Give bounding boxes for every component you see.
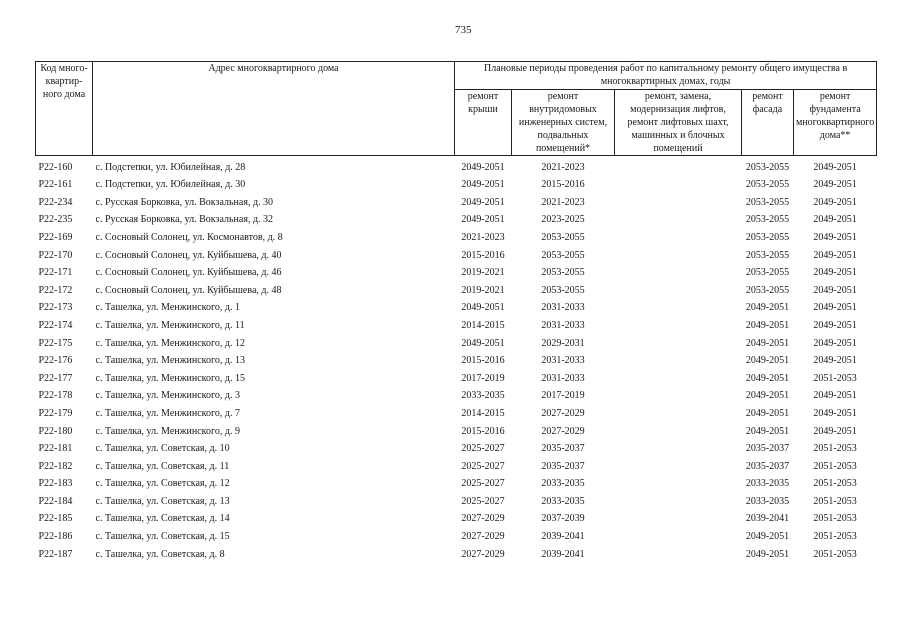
cell-elevators: [615, 226, 742, 244]
cell-foundation: 2051-2053: [813, 478, 857, 490]
cell-address: с. Ташелка, ул. Менжинского, д. 11: [95, 319, 245, 331]
cell-internal-systems: 2037-2039: [541, 513, 585, 525]
cell-roof: 2049-2051: [461, 196, 505, 208]
table-row: [36, 508, 877, 526]
page-number: 735: [455, 24, 472, 36]
header-periods-group: Плановые периоды проведения работ по капитальному ремонту общего имущества в многоквартирных домах, годы: [455, 62, 877, 90]
table-row: [36, 297, 877, 315]
cell-code: Р22-173: [38, 302, 73, 314]
cell-address: с. Русская Борковка, ул. Вокзальная, д. 32: [95, 214, 274, 226]
cell-elevators: [615, 191, 742, 209]
cell-facade: 2033-2035: [745, 495, 790, 507]
capital-repair-schedule-table: [35, 61, 877, 561]
cell-elevators: [615, 297, 742, 315]
cell-facade: 2049-2051: [745, 407, 790, 419]
cell-facade: 2049-2051: [745, 355, 790, 367]
cell-code: Р22-235: [38, 214, 73, 226]
cell-elevators: [615, 402, 742, 420]
cell-internal-systems: 2031-2033: [541, 372, 585, 384]
table-body: [36, 156, 877, 561]
cell-elevators: [615, 367, 742, 385]
cell-facade: 2039-2041: [745, 513, 790, 525]
cell-facade: 2053-2055: [745, 161, 790, 173]
cell-elevators: [615, 244, 742, 262]
cell-foundation: 2049-2051: [813, 390, 857, 402]
cell-roof: 2014-2015: [461, 319, 505, 331]
cell-address: с. Ташелка, ул. Советская, д. 10: [95, 443, 230, 455]
cell-code: Р22-170: [38, 249, 73, 261]
cell-foundation: 2051-2053: [813, 513, 857, 525]
cell-elevators: [615, 473, 742, 491]
cell-roof: 2049-2051: [461, 161, 505, 173]
cell-facade: 2049-2051: [745, 390, 790, 402]
cell-address: с. Сосновый Солонец, ул. Куйбышева, д. 40: [95, 249, 282, 261]
cell-code: Р22-179: [38, 407, 73, 419]
cell-elevators: [615, 525, 742, 543]
cell-roof: 2025-2027: [461, 478, 505, 490]
cell-internal-systems: 2031-2033: [541, 302, 585, 314]
cell-internal-systems: 2039-2041: [541, 531, 585, 543]
cell-address: с. Ташелка, ул. Советская, д. 13: [95, 495, 230, 507]
cell-elevators: [615, 543, 742, 561]
table-row: [36, 156, 877, 174]
cell-roof: 2015-2016: [461, 355, 505, 367]
cell-facade: 2053-2055: [745, 267, 790, 279]
cell-facade: 2035-2037: [745, 460, 790, 472]
cell-foundation: 2049-2051: [813, 196, 857, 208]
cell-address: с. Ташелка, ул. Менжинского, д. 1: [95, 302, 240, 314]
cell-code: Р22-180: [38, 425, 73, 437]
cell-code: Р22-171: [38, 267, 73, 279]
header-facade: ремонт фасада: [742, 90, 794, 156]
cell-roof: 2049-2051: [461, 302, 505, 314]
cell-elevators: [615, 174, 742, 192]
cell-facade: 2049-2051: [745, 319, 790, 331]
header-elevators: ремонт, замена, модернизация лифтов, ремонт лифтовых шахт, машинных и блочных помещений: [615, 90, 742, 156]
cell-address: с. Ташелка, ул. Менжинского, д. 3: [95, 390, 240, 402]
cell-address: с. Ташелка, ул. Менжинского, д. 9: [95, 425, 240, 437]
cell-foundation: 2051-2053: [813, 443, 857, 455]
table-row: [36, 525, 877, 543]
cell-internal-systems: 2023-2025: [541, 214, 585, 226]
cell-address: с. Ташелка, ул. Советская, д. 15: [95, 531, 230, 543]
cell-elevators: [615, 455, 742, 473]
cell-foundation: 2051-2053: [813, 460, 857, 472]
cell-elevators: [615, 490, 742, 508]
cell-elevators: [615, 508, 742, 526]
cell-foundation: 2049-2051: [813, 161, 857, 173]
cell-roof: 2033-2035: [461, 390, 505, 402]
cell-elevators: [615, 332, 742, 350]
cell-facade: 2049-2051: [745, 302, 790, 314]
cell-address: с. Ташелка, ул. Советская, д. 8: [95, 548, 225, 560]
cell-elevators: [615, 279, 742, 297]
cell-code: Р22-181: [38, 443, 73, 455]
cell-roof: 2027-2029: [461, 548, 505, 560]
cell-roof: 2015-2016: [461, 425, 505, 437]
cell-internal-systems: 2017-2019: [541, 390, 585, 402]
cell-facade: 2053-2055: [745, 231, 790, 243]
cell-address: с. Сосновый Солонец, ул. Куйбышева, д. 48: [95, 284, 282, 296]
cell-foundation: 2049-2051: [813, 249, 857, 261]
table-row: [36, 262, 877, 280]
cell-code: Р22-176: [38, 355, 73, 367]
cell-address: с. Подстепки, ул. Юбилейная, д. 28: [95, 161, 246, 173]
cell-code: Р22-185: [38, 513, 73, 525]
cell-code: Р22-169: [38, 231, 73, 243]
cell-roof: 2014-2015: [461, 407, 505, 419]
cell-elevators: [615, 385, 742, 403]
table-row: [36, 367, 877, 385]
cell-elevators: [615, 350, 742, 368]
cell-roof: 2017-2019: [461, 372, 505, 384]
cell-internal-systems: 2053-2055: [541, 284, 585, 296]
cell-internal-systems: 2053-2055: [541, 249, 585, 261]
cell-facade: 2049-2051: [745, 372, 790, 384]
cell-roof: 2049-2051: [461, 179, 505, 191]
cell-facade: 2053-2055: [745, 249, 790, 261]
cell-internal-systems: 2031-2033: [541, 319, 585, 331]
cell-address: с. Сосновый Солонец, ул. Космонавтов, д. 8: [95, 231, 283, 243]
cell-foundation: 2049-2051: [813, 425, 857, 437]
cell-roof: 2015-2016: [461, 249, 505, 261]
cell-foundation: 2049-2051: [813, 231, 857, 243]
cell-internal-systems: 2031-2033: [541, 355, 585, 367]
cell-foundation: 2049-2051: [813, 407, 857, 419]
cell-internal-systems: 2039-2041: [541, 548, 585, 560]
cell-internal-systems: 2027-2029: [541, 425, 585, 437]
table-row: [36, 314, 877, 332]
table-row: [36, 279, 877, 297]
cell-code: Р22-160: [38, 161, 73, 173]
cell-code: Р22-182: [38, 460, 73, 472]
cell-roof: 2025-2027: [461, 460, 505, 472]
cell-address: с. Ташелка, ул. Менжинского, д. 15: [95, 372, 245, 384]
cell-internal-systems: 2053-2055: [541, 267, 585, 279]
cell-facade: 2049-2051: [745, 425, 790, 437]
cell-internal-systems: 2035-2037: [541, 443, 585, 455]
cell-address: с. Ташелка, ул. Менжинского, д. 12: [95, 337, 245, 349]
cell-foundation: 2049-2051: [813, 319, 857, 331]
table-row: [36, 490, 877, 508]
cell-code: Р22-175: [38, 337, 73, 349]
cell-internal-systems: 2015-2016: [541, 179, 585, 191]
table-row: [36, 473, 877, 491]
cell-internal-systems: 2027-2029: [541, 407, 585, 419]
cell-code: Р22-187: [38, 548, 73, 560]
cell-roof: 2019-2021: [461, 284, 505, 296]
cell-address: с. Ташелка, ул. Менжинского, д. 7: [95, 407, 240, 419]
cell-roof: 2027-2029: [461, 531, 505, 543]
table-row: [36, 385, 877, 403]
cell-address: с. Ташелка, ул. Менжинского, д. 13: [95, 355, 245, 367]
header-internal-systems: ремонт внутридомовых инженерных систем, подвальных помещений*: [512, 90, 615, 156]
cell-facade: 2053-2055: [745, 214, 790, 226]
cell-code: Р22-174: [38, 319, 73, 331]
cell-code: Р22-186: [38, 531, 73, 543]
cell-code: Р22-178: [38, 390, 73, 402]
cell-address: с. Русская Борковка, ул. Вокзальная, д. 30: [95, 196, 274, 208]
cell-code: Р22-183: [38, 478, 73, 490]
table-row: [36, 332, 877, 350]
header-roof: ремонт крыши: [455, 90, 512, 156]
cell-internal-systems: 2029-2031: [541, 337, 585, 349]
cell-foundation: 2049-2051: [813, 284, 857, 296]
cell-foundation: 2051-2053: [813, 548, 857, 560]
cell-foundation: 2049-2051: [813, 179, 857, 191]
cell-address: с. Ташелка, ул. Советская, д. 11: [95, 460, 230, 472]
cell-internal-systems: 2053-2055: [541, 231, 585, 243]
cell-address: с. Сосновый Солонец, ул. Куйбышева, д. 46: [95, 267, 282, 279]
table-row: [36, 174, 877, 192]
cell-facade: 2053-2055: [745, 196, 790, 208]
cell-elevators: [615, 156, 742, 174]
header-foundation: ремонт фундамента многоквартирного дома**: [794, 90, 877, 156]
cell-foundation: 2051-2053: [813, 372, 857, 384]
header-address: Адрес многоквартирного дома: [93, 62, 455, 156]
cell-facade: 2049-2051: [745, 548, 790, 560]
table-row: [36, 420, 877, 438]
table-row: [36, 455, 877, 473]
cell-internal-systems: 2021-2023: [541, 161, 585, 173]
cell-roof: 2027-2029: [461, 513, 505, 525]
cell-foundation: 2049-2051: [813, 214, 857, 226]
cell-facade: 2053-2055: [745, 179, 790, 191]
cell-roof: 2025-2027: [461, 443, 505, 455]
table-row: [36, 244, 877, 262]
cell-elevators: [615, 262, 742, 280]
cell-facade: 2033-2035: [745, 478, 790, 490]
cell-roof: 2021-2023: [461, 231, 505, 243]
cell-roof: 2025-2027: [461, 495, 505, 507]
cell-internal-systems: 2033-2035: [541, 478, 585, 490]
cell-roof: 2019-2021: [461, 267, 505, 279]
cell-code: Р22-184: [38, 495, 73, 507]
cell-foundation: 2049-2051: [813, 267, 857, 279]
header-code: Код много-квартир-ного дома: [36, 62, 93, 156]
cell-foundation: 2051-2053: [813, 531, 857, 543]
cell-address: с. Подстепки, ул. Юбилейная, д. 30: [95, 179, 246, 191]
table-row: [36, 402, 877, 420]
cell-facade: 2035-2037: [745, 443, 790, 455]
table-row: [36, 350, 877, 368]
cell-elevators: [615, 420, 742, 438]
cell-code: Р22-177: [38, 372, 73, 384]
cell-roof: 2049-2051: [461, 337, 505, 349]
cell-facade: 2049-2051: [745, 337, 790, 349]
cell-foundation: 2049-2051: [813, 302, 857, 314]
table-row: [36, 226, 877, 244]
cell-address: с. Ташелка, ул. Советская, д. 12: [95, 478, 230, 490]
cell-elevators: [615, 314, 742, 332]
cell-facade: 2049-2051: [745, 531, 790, 543]
cell-code: Р22-172: [38, 284, 73, 296]
cell-elevators: [615, 438, 742, 456]
cell-elevators: [615, 209, 742, 227]
cell-address: с. Ташелка, ул. Советская, д. 14: [95, 513, 230, 525]
cell-code: Р22-234: [38, 196, 73, 208]
table-row: [36, 209, 877, 227]
table-row: [36, 191, 877, 209]
table-row: [36, 543, 877, 561]
cell-code: Р22-161: [38, 179, 73, 191]
cell-roof: 2049-2051: [461, 214, 505, 226]
cell-facade: 2053-2055: [745, 284, 790, 296]
cell-internal-systems: 2033-2035: [541, 495, 585, 507]
cell-internal-systems: 2035-2037: [541, 460, 585, 472]
cell-foundation: 2049-2051: [813, 337, 857, 349]
cell-foundation: 2051-2053: [813, 495, 857, 507]
cell-internal-systems: 2021-2023: [541, 196, 585, 208]
cell-foundation: 2049-2051: [813, 355, 857, 367]
table-row: [36, 438, 877, 456]
